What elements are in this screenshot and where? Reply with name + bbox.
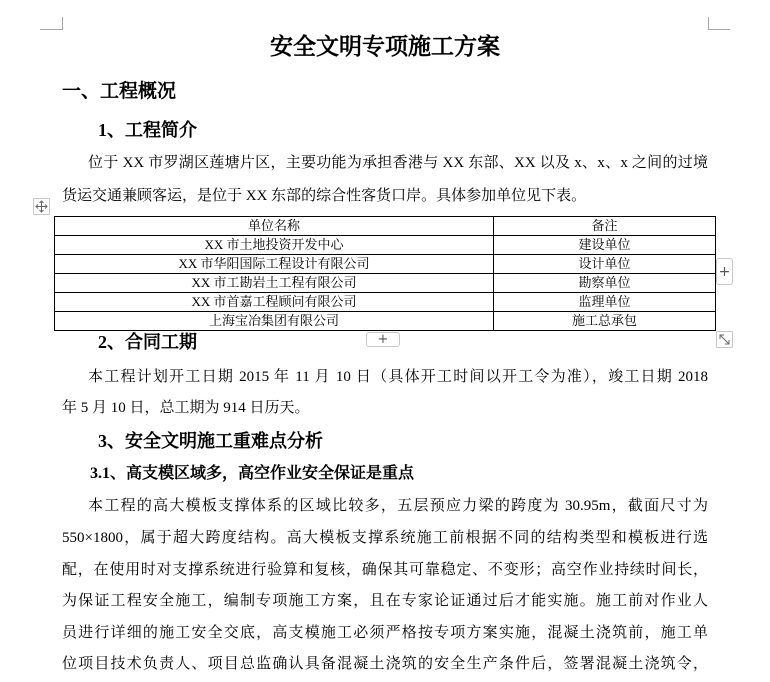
table-cell-unit: XX 市华阳国际工程设计有限公司 <box>55 255 494 274</box>
four-way-arrow-icon <box>35 200 48 213</box>
table-cell-remark: 设计单位 <box>494 255 716 274</box>
crop-mark-top-right-vertical <box>708 17 709 30</box>
subsection-heading-intro: 1、工程简介 <box>98 120 197 140</box>
diagonal-resize-icon <box>718 333 731 346</box>
table-cell-remark: 建设单位 <box>494 236 716 255</box>
table-cell-unit: 上海宝冶集团有限公司 <box>55 312 494 331</box>
paragraph-line: 配，在使用时对支撑系统进行验算和复核，确保其可靠稳定、不变形；高空作业持续时间长， <box>62 562 708 578</box>
table-header-row <box>55 217 716 236</box>
subsection-heading-difficulties: 3、安全文明施工重难点分析 <box>98 431 323 451</box>
paragraph-line: 员进行详细的施工安全交底，高支模施工必须严格按专项方案实施，混凝土浇筑前，施工单 <box>62 625 708 641</box>
paragraph-line: 本工程计划开工日期 2015 年 11 月 10 日（具体开工时间以开工令为准），竣工日期 2018 <box>88 369 708 385</box>
participating-units-table <box>54 216 716 331</box>
paragraph-line: 年 5 月 10 日，总工期为 914 日历天。 <box>62 400 310 416</box>
paragraph-line: 为保证工程安全施工，编制专项施工方案，且在专家论证通过后才能实施。施工前对作业人 <box>62 593 708 609</box>
crop-mark-top-right-horizontal <box>708 29 730 30</box>
table-move-handle[interactable] <box>33 198 50 215</box>
table-row <box>55 236 716 255</box>
paragraph-line: 位项目技术负责人、项目总监确认具备混凝土浇筑的安全生产条件后，签署混凝土浇筑令， <box>62 656 708 672</box>
document-title: 安全文明专项施工方案 <box>270 34 500 59</box>
subsection-heading-contract-period: 2、合同工期 <box>98 332 197 352</box>
table-cell-unit: XX 市土地投资开发中心 <box>55 236 494 255</box>
table-cell-remark: 监理单位 <box>494 293 716 312</box>
table-row <box>55 312 716 331</box>
table-header-cell: 单位名称 <box>55 217 494 236</box>
table-cell-remark: 勘察单位 <box>494 274 716 293</box>
table-resize-handle[interactable] <box>716 331 733 348</box>
plus-icon: + <box>718 263 731 280</box>
paragraph-line: 位于 XX 市罗湖区莲塘片区，主要功能为承担香港与 XX 东部、XX 以及 x、x、x 之间的过境 <box>88 155 708 171</box>
plus-icon: + <box>377 332 389 347</box>
paragraph-line: 550×1800，属于超大跨度结构。高大模板支撑系统施工前根据不同的结构类型和模板进行选 <box>62 530 708 546</box>
crop-mark-top-left-horizontal <box>40 29 62 30</box>
paragraph-line: 本工程的高大模板支撑体系的区域比较多，五层预应力梁的跨度为 30.95m，截面尺寸为 <box>88 498 708 514</box>
table-row <box>55 255 716 274</box>
add-row-button[interactable] <box>366 332 400 347</box>
table-cell-remark: 施工总承包 <box>494 312 716 331</box>
table-row <box>55 274 716 293</box>
paragraph-line: 货运交通兼顾客运，是位于 XX 东部的综合性客货口岸。具体参加单位见下表。 <box>62 188 587 204</box>
crop-mark-top-left-vertical <box>62 17 63 30</box>
table-cell-unit: XX 市工勘岩土工程有限公司 <box>55 274 494 293</box>
add-column-button[interactable] <box>716 258 733 285</box>
table-header-cell: 备注 <box>494 217 716 236</box>
table-row <box>55 293 716 312</box>
section-heading-overview: 一、工程概况 <box>62 81 177 102</box>
item-heading-formwork: 3.1、高支模区域多，高空作业安全保证是重点 <box>90 465 415 482</box>
table-cell-unit: XX 市首嘉工程顾问有限公司 <box>55 293 494 312</box>
